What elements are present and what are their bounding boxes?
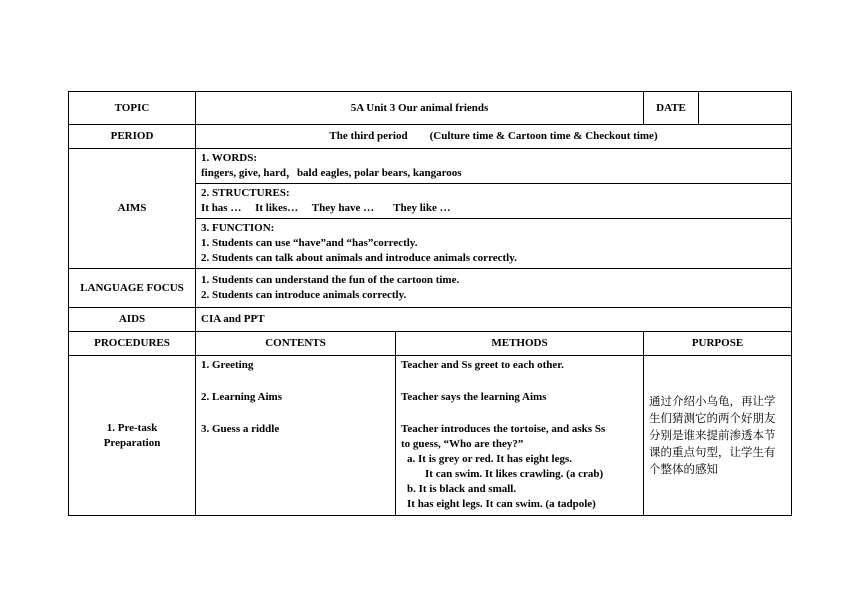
words-title: 1. WORDS: (201, 152, 258, 164)
method-line: Teacher introduces the tortoise, and asks Ss (401, 423, 606, 435)
focus-line: 2. Students can introduce animals correctly. (201, 289, 407, 301)
riddle-line: It can swim. It likes crawling. (a crab) (425, 468, 604, 480)
focus-line: 1. Students can understand the fun of the cartoon time. (201, 274, 460, 286)
pretask-row (69, 356, 792, 516)
date-value (699, 92, 792, 125)
structure-item: It has … (201, 202, 242, 214)
structure-item: They have … (311, 202, 375, 214)
period-row (69, 125, 792, 149)
language-focus-row (69, 269, 792, 308)
function-line: 2. Students can talk about animals and introduce animals correctly. (201, 252, 517, 264)
lesson-plan-table (68, 91, 792, 516)
topic-row (69, 92, 792, 125)
topic-label: TOPIC (69, 92, 196, 125)
topic-value: 5A Unit 3 Our animal friends (196, 92, 644, 125)
purpose-heading: PURPOSE (644, 332, 792, 356)
content-item: 2. Learning Aims (201, 391, 282, 403)
aids-row (69, 308, 792, 332)
procedures-heading: PROCEDURES (69, 332, 196, 356)
structure-item: It likes… (255, 202, 299, 214)
riddle-line: a. It is grey or red. It has eight legs. (407, 453, 572, 465)
riddle-line: b. It is black and small. (407, 483, 517, 495)
contents-heading: CONTENTS (196, 332, 396, 356)
function-title: 3. FUNCTION: (201, 222, 275, 234)
pretask-methods (396, 356, 644, 516)
aims-structures-cell (196, 184, 792, 219)
pretask-stage (69, 356, 196, 516)
content-item: 3. Guess a riddle (201, 423, 280, 435)
method-line: to guess, “Who are they?” (401, 438, 524, 450)
language-focus-cell (196, 269, 792, 308)
aims-label: AIMS (69, 149, 196, 269)
pretask-purpose (644, 356, 792, 516)
language-focus-label: LANGUAGE FOCUS (69, 269, 196, 308)
period-value (196, 125, 792, 149)
aids-label: AIDS (69, 308, 196, 332)
riddle-line: It has eight legs. It can swim. (a tadpole) (407, 498, 596, 510)
period-main: The third period (329, 130, 408, 142)
pretask-contents (196, 356, 396, 516)
aims-function-cell (196, 219, 792, 269)
method-line: Teacher says the learning Aims (401, 391, 547, 403)
stage-line: 1. Pre-task (106, 421, 158, 434)
words-text: fingers, give, hard，bald eagles, polar bears, kangaroos (201, 167, 462, 179)
date-label: DATE (644, 92, 699, 125)
stage-line: Preparation (103, 436, 161, 449)
structures-items (201, 201, 786, 216)
methods-heading: METHODS (396, 332, 644, 356)
aims-words-row (69, 149, 792, 184)
period-label: PERIOD (69, 125, 196, 149)
function-line: 1. Students can use “have”and “has”correctly. (201, 237, 418, 249)
structure-item: They like … (393, 202, 451, 214)
purpose-text: 通过介绍小乌龟，再让学生们猜测它的两个好朋友分别是谁来提前渗透本节课的重点句型，让学生有个整体的感知 (649, 394, 776, 476)
aids-value: CIA and PPT (196, 308, 792, 332)
period-detail: (Culture time & Cartoon time & Checkout time) (429, 130, 658, 142)
structures-title: 2. STRUCTURES: (201, 187, 290, 199)
procedures-header-row (69, 332, 792, 356)
method-line: Teacher and Ss greet to each other. (401, 359, 564, 371)
content-item: 1. Greeting (201, 359, 254, 371)
aims-words-cell (196, 149, 792, 184)
